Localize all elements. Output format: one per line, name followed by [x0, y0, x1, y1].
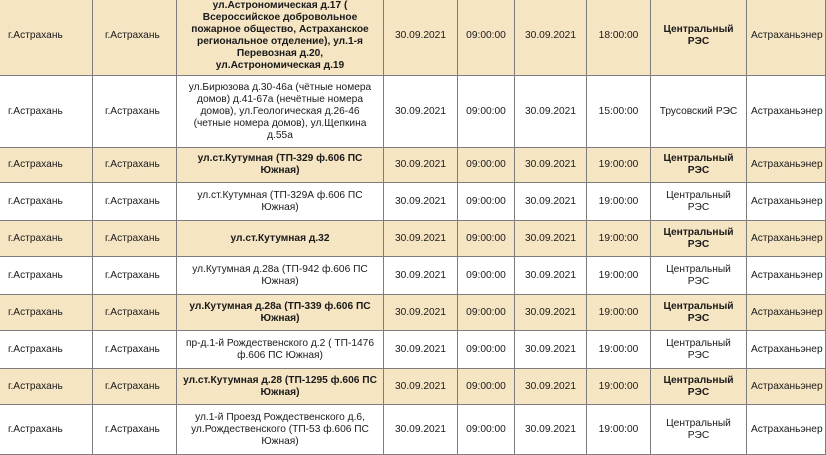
end-time-cell: 19:00:00	[587, 295, 651, 331]
start-time-cell: 09:00:00	[458, 0, 515, 76]
start-time-cell: 09:00:00	[458, 257, 515, 295]
settlement-cell: г.Астрахань	[0, 221, 93, 257]
table-row	[0, 183, 826, 221]
address-cell: ул.Кутумная д.28а (ТП-942 ф.606 ПС Южная)	[177, 257, 384, 295]
locality-cell: г.Астрахань	[93, 369, 177, 405]
start-time-cell: 09:00:00	[458, 221, 515, 257]
address-cell: ул.ст.Кутумная (ТП-329 ф.606 ПС Южная)	[177, 148, 384, 183]
org-cell: Астраханьэнер	[747, 148, 826, 183]
settlement-cell: г.Астрахань	[0, 148, 93, 183]
end-time-cell: 19:00:00	[587, 405, 651, 455]
locality-cell: г.Астрахань	[93, 183, 177, 221]
res-cell: Центральный РЭС	[651, 369, 747, 405]
table-row	[0, 148, 826, 183]
address-cell: ул.Кутумная д.28а (ТП-339 ф.606 ПС Южная)	[177, 295, 384, 331]
res-cell: Центральный РЭС	[651, 148, 747, 183]
start-date-cell: 30.09.2021	[384, 331, 458, 369]
start-time-cell: 09:00:00	[458, 183, 515, 221]
start-time-cell: 09:00:00	[458, 331, 515, 369]
table-row	[0, 405, 826, 455]
settlement-cell: г.Астрахань	[0, 257, 93, 295]
settlement-cell: г.Астрахань	[0, 295, 93, 331]
start-time-cell: 09:00:00	[458, 295, 515, 331]
table-row	[0, 0, 826, 76]
locality-cell: г.Астрахань	[93, 148, 177, 183]
settlement-cell: г.Астрахань	[0, 76, 93, 148]
end-date-cell: 30.09.2021	[515, 331, 587, 369]
address-cell: ул.1-й Проезд Рождественского д.6, ул.Рождественского (ТП-53 ф.606 ПС Южная)	[177, 405, 384, 455]
end-date-cell: 30.09.2021	[515, 257, 587, 295]
end-time-cell: 19:00:00	[587, 148, 651, 183]
end-date-cell: 30.09.2021	[515, 183, 587, 221]
res-cell: Центральный РЭС	[651, 295, 747, 331]
address-cell: ул.Бирюзова д.30-46а (чётные номера домов) д.41-67а (нечётные номера домов), ул.Геологическая д.26-46 (четные номера домов), ул.Щепкина д.55а	[177, 76, 384, 148]
start-date-cell: 30.09.2021	[384, 0, 458, 76]
settlement-cell: г.Астрахань	[0, 405, 93, 455]
org-cell: Астраханьэнер	[747, 221, 826, 257]
table-row	[0, 295, 826, 331]
address-cell: ул.Астрономическая д.17 ( Всероссийское добровольное пожарное общество, Астраханское региональное отделение), ул.1-я Перевозная д.20, ул.Астрономическая д.19	[177, 0, 384, 76]
end-date-cell: 30.09.2021	[515, 295, 587, 331]
org-cell: Астраханьэнер	[747, 405, 826, 455]
start-date-cell: 30.09.2021	[384, 295, 458, 331]
end-time-cell: 19:00:00	[587, 331, 651, 369]
table-row	[0, 221, 826, 257]
start-date-cell: 30.09.2021	[384, 148, 458, 183]
org-cell: Астраханьэнер	[747, 183, 826, 221]
org-cell: Астраханьэнер	[747, 369, 826, 405]
org-cell: Астраханьэнер	[747, 0, 826, 76]
org-cell: Астраханьэнер	[747, 257, 826, 295]
end-time-cell: 18:00:00	[587, 0, 651, 76]
res-cell: Центральный РЭС	[651, 331, 747, 369]
end-time-cell: 19:00:00	[587, 369, 651, 405]
org-cell: Астраханьэнер	[747, 295, 826, 331]
settlement-cell: г.Астрахань	[0, 0, 93, 76]
table-row	[0, 331, 826, 369]
table-row	[0, 257, 826, 295]
org-cell: Астраханьэнер	[747, 331, 826, 369]
settlement-cell: г.Астрахань	[0, 369, 93, 405]
res-cell: Центральный РЭС	[651, 405, 747, 455]
address-cell: пр-д.1-й Рождественского д.2 ( ТП-1476 ф.606 ПС Южная)	[177, 331, 384, 369]
locality-cell: г.Астрахань	[93, 331, 177, 369]
start-time-cell: 09:00:00	[458, 76, 515, 148]
end-time-cell: 15:00:00	[587, 76, 651, 148]
end-date-cell: 30.09.2021	[515, 0, 587, 76]
res-cell: Центральный РЭС	[651, 257, 747, 295]
start-date-cell: 30.09.2021	[384, 405, 458, 455]
end-date-cell: 30.09.2021	[515, 405, 587, 455]
end-date-cell: 30.09.2021	[515, 76, 587, 148]
settlement-cell: г.Астрахань	[0, 331, 93, 369]
end-date-cell: 30.09.2021	[515, 221, 587, 257]
end-time-cell: 19:00:00	[587, 183, 651, 221]
start-time-cell: 09:00:00	[458, 369, 515, 405]
end-time-cell: 19:00:00	[587, 257, 651, 295]
start-time-cell: 09:00:00	[458, 405, 515, 455]
start-date-cell: 30.09.2021	[384, 369, 458, 405]
res-cell: Центральный РЭС	[651, 0, 747, 76]
settlement-cell: г.Астрахань	[0, 183, 93, 221]
address-cell: ул.ст.Кутумная д.32	[177, 221, 384, 257]
org-cell: Астраханьэнер	[747, 76, 826, 148]
start-date-cell: 30.09.2021	[384, 183, 458, 221]
table-row	[0, 76, 826, 148]
end-time-cell: 19:00:00	[587, 221, 651, 257]
res-cell: Трусовский РЭС	[651, 76, 747, 148]
start-time-cell: 09:00:00	[458, 148, 515, 183]
end-date-cell: 30.09.2021	[515, 369, 587, 405]
end-date-cell: 30.09.2021	[515, 148, 587, 183]
res-cell: Центральный РЭС	[651, 183, 747, 221]
start-date-cell: 30.09.2021	[384, 257, 458, 295]
table-row	[0, 369, 826, 405]
res-cell: Центральный РЭС	[651, 221, 747, 257]
locality-cell: г.Астрахань	[93, 405, 177, 455]
locality-cell: г.Астрахань	[93, 221, 177, 257]
locality-cell: г.Астрахань	[93, 257, 177, 295]
locality-cell: г.Астрахань	[93, 0, 177, 76]
locality-cell: г.Астрахань	[93, 76, 177, 148]
start-date-cell: 30.09.2021	[384, 76, 458, 148]
locality-cell: г.Астрахань	[93, 295, 177, 331]
start-date-cell: 30.09.2021	[384, 221, 458, 257]
address-cell: ул.ст.Кутумная (ТП-329А ф.606 ПС Южная)	[177, 183, 384, 221]
address-cell: ул.ст.Кутумная д.28 (ТП-1295 ф.606 ПС Южная)	[177, 369, 384, 405]
